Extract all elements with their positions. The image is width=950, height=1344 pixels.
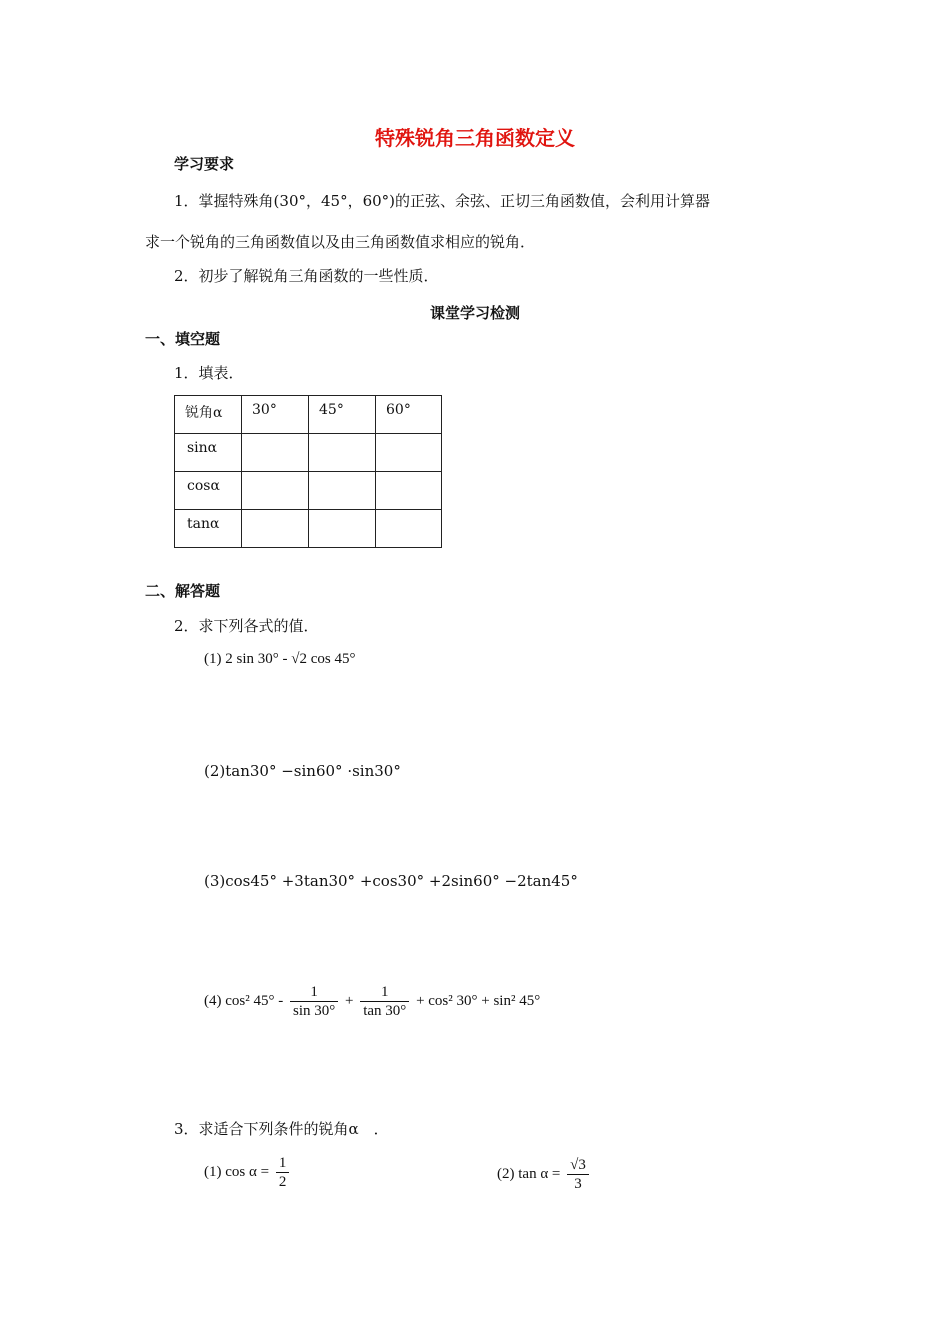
- answer-cell[interactable]: [376, 510, 442, 548]
- expression-3: (3)cos45° +3tan30° +cos30° +2sin60° −2tan45°: [204, 872, 578, 890]
- condition-label: (2): [497, 1165, 515, 1182]
- answer-cell[interactable]: [376, 472, 442, 510]
- table-header-cell: 45°: [319, 402, 344, 418]
- sqrt-term: √2: [291, 651, 307, 667]
- requirement-1-line-2: 求一个锐角的三角函数值以及由三角函数值求相应的锐角．: [145, 233, 536, 251]
- row-label-sin: sinα: [187, 440, 218, 456]
- question-1: 1．填表．: [174, 364, 244, 382]
- expression-1: [204, 651, 356, 668]
- expression-part: -: [282, 651, 288, 667]
- fraction-denominator: 2: [278, 1174, 287, 1190]
- table-header-cell: 60°: [386, 402, 411, 418]
- expression-2: (2)tan30° −sin60° ·sin30°: [204, 762, 401, 780]
- expression-part: cos 45°: [310, 651, 356, 667]
- table-header-cell: 30°: [252, 402, 277, 418]
- expression-4: [204, 983, 540, 1020]
- table-row: [175, 472, 442, 510]
- part1-heading: 一、填空题: [145, 330, 221, 348]
- question-3: 3．求适合下列条件的锐角α ．: [174, 1120, 389, 1138]
- fraction-numerator: 1: [290, 983, 338, 1002]
- expression-label: (4): [204, 992, 222, 1009]
- part2-heading: 二、解答题: [145, 582, 221, 600]
- table-header-row: [175, 396, 442, 434]
- requirement-2: 2．初步了解锐角三角函数的一些性质．: [174, 267, 439, 285]
- row-label-cos: cosα: [187, 478, 220, 494]
- fraction-numerator: 1: [276, 1154, 290, 1173]
- expression-label: (1): [204, 651, 222, 667]
- expression-part: 2 sin 30°: [225, 651, 279, 667]
- table-row: [175, 434, 442, 472]
- trig-table: [174, 395, 442, 548]
- condition-lhs: cos α =: [225, 1163, 270, 1180]
- fraction: [360, 983, 409, 1020]
- fraction: [290, 983, 338, 1020]
- answer-cell[interactable]: [242, 472, 309, 510]
- condition-1: [204, 1154, 292, 1191]
- answer-cell[interactable]: [309, 510, 376, 548]
- requirement-1-line-1: 1．掌握特殊角(30°，45°，60°)的正弦、余弦、正切三角函数值，会利用计算器: [174, 192, 711, 210]
- fraction-numerator: √3: [567, 1156, 589, 1175]
- condition-label: (1): [204, 1163, 222, 1180]
- section-title: 课堂学习检测: [429, 304, 520, 322]
- expression-part: + cos² 30° + sin² 45°: [416, 992, 541, 1009]
- answer-cell[interactable]: [376, 434, 442, 472]
- answer-cell[interactable]: [242, 510, 309, 548]
- answer-cell[interactable]: [309, 472, 376, 510]
- answer-cell[interactable]: [242, 434, 309, 472]
- condition-lhs: tan α =: [518, 1165, 561, 1182]
- fraction-numerator: 1: [360, 983, 409, 1002]
- fraction: [567, 1156, 589, 1193]
- answer-cell[interactable]: [309, 434, 376, 472]
- fraction-denominator: tan 30°: [363, 1003, 407, 1019]
- question-2: 2．求下列各式的值．: [174, 617, 319, 635]
- table-row: [175, 510, 442, 548]
- row-label-tan: tanα: [187, 516, 220, 532]
- expression-part: cos² 45° -: [225, 992, 284, 1009]
- fraction: [276, 1154, 290, 1191]
- expression-part: +: [345, 992, 354, 1009]
- requirements-heading: 学习要求: [174, 155, 235, 173]
- fraction-denominator: sin 30°: [293, 1003, 336, 1019]
- table-header-cell: 锐角α: [185, 405, 223, 421]
- page-title: 特殊锐角三角函数定义: [375, 126, 575, 150]
- condition-2: [497, 1156, 592, 1193]
- fraction-denominator: 3: [574, 1176, 582, 1192]
